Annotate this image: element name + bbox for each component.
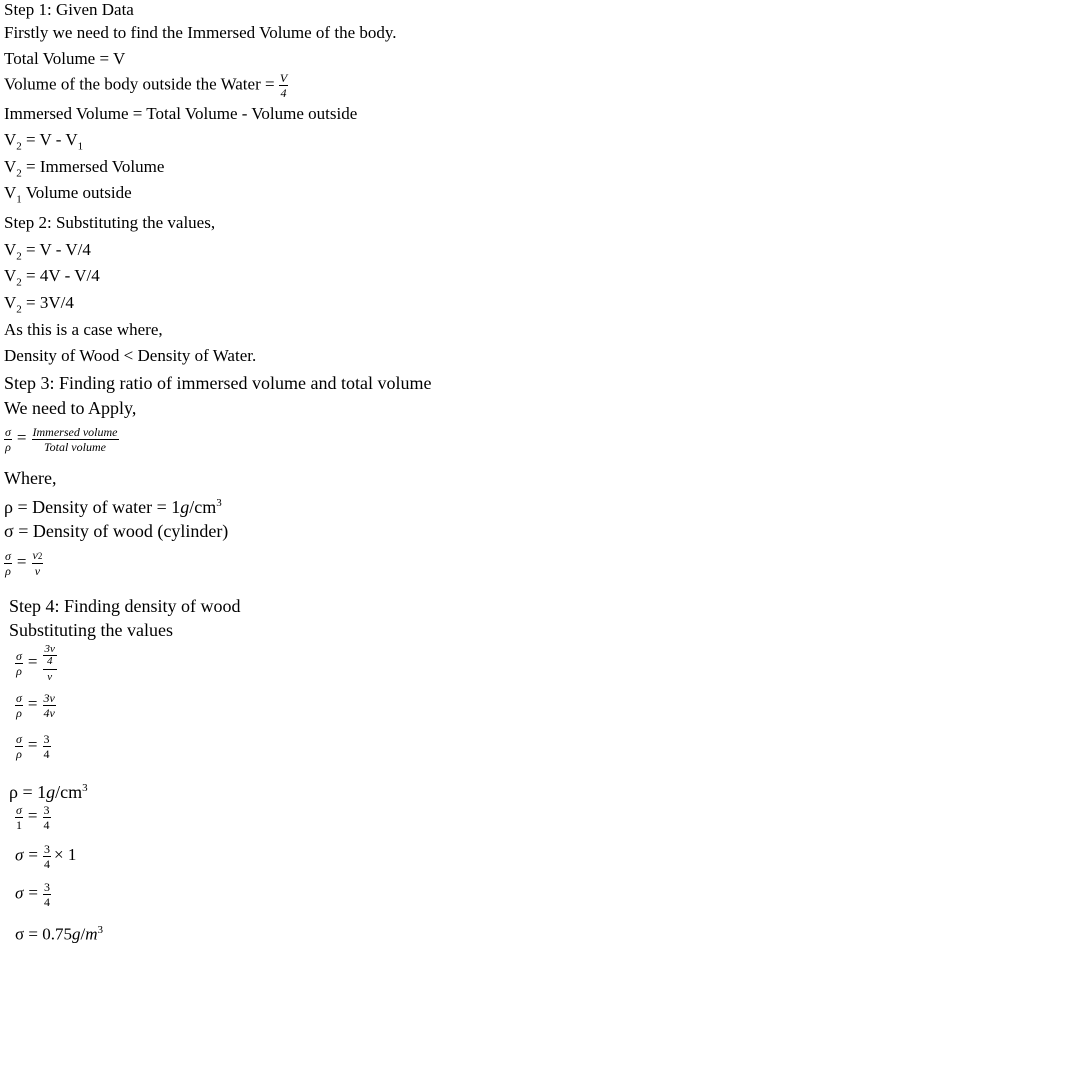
unit-g: g bbox=[46, 782, 56, 802]
rho-value-text: ρ = 1 bbox=[9, 782, 47, 802]
sigma-rho-fraction bbox=[4, 550, 12, 577]
sigma-symbol: σ bbox=[16, 732, 22, 746]
rho-symbol: ρ bbox=[16, 747, 22, 761]
step1-intro: Firstly we need to find the Immersed Volume of the body. bbox=[4, 23, 397, 42]
one-denominator: 1 bbox=[15, 818, 22, 832]
definition-text: = Immersed Volume bbox=[21, 157, 165, 176]
final-result bbox=[15, 924, 103, 945]
3v-4v-fraction bbox=[43, 692, 56, 719]
v2-v-fraction bbox=[32, 549, 44, 577]
rho-symbol: ρ bbox=[16, 706, 22, 720]
where-text: Where, bbox=[4, 468, 57, 488]
exponent: 3 bbox=[97, 924, 104, 936]
result-value: σ = 0.75 bbox=[15, 924, 73, 944]
step4-eq3 bbox=[15, 733, 51, 760]
step3-title: Step 3: Finding ratio of immersed volume and total volume bbox=[4, 373, 432, 393]
subscript: 2 bbox=[16, 250, 22, 263]
sigma-rho-fraction bbox=[4, 426, 12, 453]
sigma-symbol: σ bbox=[16, 691, 22, 705]
equation-rhs: = 4V - V/4 bbox=[21, 266, 100, 285]
sigma-rho-fraction bbox=[15, 733, 23, 760]
equation-rhs: = V - V/4 bbox=[21, 240, 91, 259]
sigma-one-fraction bbox=[15, 804, 23, 831]
3-4-fraction bbox=[43, 843, 51, 870]
step4-title: Step 4: Finding density of wood bbox=[9, 596, 241, 616]
step4-eq6 bbox=[15, 881, 51, 908]
v2-definition bbox=[4, 157, 164, 183]
immersed-formula: Immersed Volume = Total Volume - Volume outside bbox=[4, 104, 358, 123]
fraction-numerator: V bbox=[279, 71, 288, 85]
volume-ratio-fraction bbox=[32, 426, 119, 453]
fraction-denominator: 4 bbox=[280, 86, 287, 100]
outside-volume-label: Volume of the body outside the Water = bbox=[4, 74, 275, 94]
rho-definition bbox=[4, 493, 222, 517]
v-symbol: V bbox=[4, 183, 17, 202]
nested-inner-denominator: 4 bbox=[46, 655, 53, 667]
v-symbol: V bbox=[4, 130, 17, 149]
ratio-denominator: Total volume bbox=[44, 440, 106, 454]
nested-numerator: 3v bbox=[44, 643, 55, 655]
sigma-definition: σ = Density of wood (cylinder) bbox=[4, 521, 229, 541]
v-symbol: V bbox=[4, 266, 17, 285]
v-symbol: V bbox=[4, 240, 17, 259]
fraction-numerator: 3 bbox=[43, 803, 50, 817]
fraction-denominator: 4 bbox=[43, 747, 50, 761]
v2-numerator bbox=[32, 549, 44, 564]
sigma-symbol: σ bbox=[5, 425, 11, 439]
equals-sign: = bbox=[27, 652, 38, 672]
fraction-denominator: 4 bbox=[43, 857, 50, 871]
total-volume-line: Total Volume = V bbox=[4, 49, 126, 68]
sigma-rho-fraction bbox=[15, 650, 23, 677]
fraction-numerator: 3 bbox=[43, 732, 50, 746]
fraction-numerator: 3 bbox=[43, 880, 50, 894]
step2-title: Step 2: Substituting the values, bbox=[4, 213, 216, 232]
subscript: 2 bbox=[16, 303, 22, 316]
step2-line2 bbox=[4, 266, 100, 292]
unit-m: m bbox=[85, 924, 98, 944]
nested-top bbox=[43, 644, 57, 670]
density-comparison: Density of Wood < Density of Water. bbox=[4, 346, 257, 365]
step2-line3 bbox=[4, 293, 74, 319]
sigma-symbol: σ bbox=[16, 803, 22, 817]
subscript: 1 bbox=[16, 193, 22, 206]
subscript: 2 bbox=[16, 140, 22, 153]
sigma-symbol: σ bbox=[16, 649, 22, 663]
rho-symbol: ρ bbox=[16, 664, 22, 678]
sigma-symbol: σ bbox=[5, 548, 11, 563]
fraction-numerator: 3 bbox=[43, 842, 50, 856]
fraction-denominator: 4 bbox=[43, 818, 50, 832]
fraction-denominator: 4v bbox=[43, 706, 55, 720]
v-denominator: v bbox=[34, 564, 41, 578]
sigma-rho-v2-v bbox=[4, 549, 43, 577]
times-one: × 1 bbox=[53, 845, 77, 865]
equals-sign: = bbox=[27, 735, 38, 755]
unit-slash: / bbox=[80, 924, 86, 944]
equals-sign: = bbox=[16, 428, 27, 448]
outside-volume-line bbox=[4, 72, 288, 99]
rho-symbol: ρ bbox=[5, 440, 11, 454]
rho-definition-text: ρ = Density of water = 1 bbox=[4, 497, 181, 517]
sigma-rho-fraction bbox=[15, 692, 23, 719]
outside-volume-fraction bbox=[279, 72, 288, 99]
nested-fraction bbox=[43, 644, 57, 683]
equals-sign: = bbox=[27, 694, 38, 714]
3-4-fraction bbox=[43, 733, 51, 760]
unit-g: g bbox=[180, 497, 190, 517]
unit-cm: /cm bbox=[55, 782, 83, 802]
subscript: 2 bbox=[37, 551, 43, 561]
unit-g: g bbox=[72, 924, 81, 944]
rho-value-line bbox=[9, 778, 88, 802]
definition-text: Volume outside bbox=[21, 183, 132, 202]
v1-definition bbox=[4, 183, 132, 209]
v-symbol: V bbox=[4, 293, 17, 312]
sigma-symbol: σ bbox=[15, 845, 24, 865]
sigma-symbol: σ bbox=[15, 883, 24, 903]
nested-denominator: v bbox=[47, 671, 53, 683]
equation-rhs: = V - V bbox=[21, 130, 78, 149]
v-symbol: V bbox=[4, 157, 17, 176]
fraction-denominator: 4 bbox=[43, 895, 50, 909]
ratio-formula bbox=[4, 426, 119, 453]
step4-eq4 bbox=[15, 804, 51, 831]
equals-sign: = bbox=[27, 806, 38, 826]
subscript: 1 bbox=[77, 140, 84, 153]
3-4-fraction bbox=[43, 804, 51, 831]
unit-cm: /cm bbox=[189, 497, 217, 517]
exponent: 3 bbox=[216, 497, 222, 509]
step4-eq5 bbox=[15, 843, 76, 870]
substituting-text: Substituting the values bbox=[9, 620, 173, 640]
equals-sign: = bbox=[16, 551, 27, 571]
fraction-numerator: 3v bbox=[43, 691, 55, 705]
step1-title: Step 1: Given Data bbox=[4, 0, 134, 19]
step2-line1 bbox=[4, 240, 91, 266]
equals-sign: = bbox=[28, 845, 38, 865]
subscript: 2 bbox=[16, 167, 22, 180]
exponent: 3 bbox=[82, 782, 88, 794]
case-text: As this is a case where, bbox=[4, 320, 163, 339]
step4-eq1 bbox=[15, 644, 57, 683]
rho-symbol: ρ bbox=[5, 563, 11, 578]
3-4-fraction bbox=[43, 881, 51, 908]
step4-eq2 bbox=[15, 692, 56, 719]
equation-rhs: = 3V/4 bbox=[21, 293, 74, 312]
v2-equation bbox=[4, 130, 83, 156]
v-symbol: v bbox=[32, 548, 38, 562]
apply-text: We need to Apply, bbox=[4, 398, 137, 418]
subscript: 2 bbox=[16, 276, 22, 289]
ratio-numerator: Immersed volume bbox=[32, 425, 118, 439]
equals-sign: = bbox=[28, 883, 38, 903]
